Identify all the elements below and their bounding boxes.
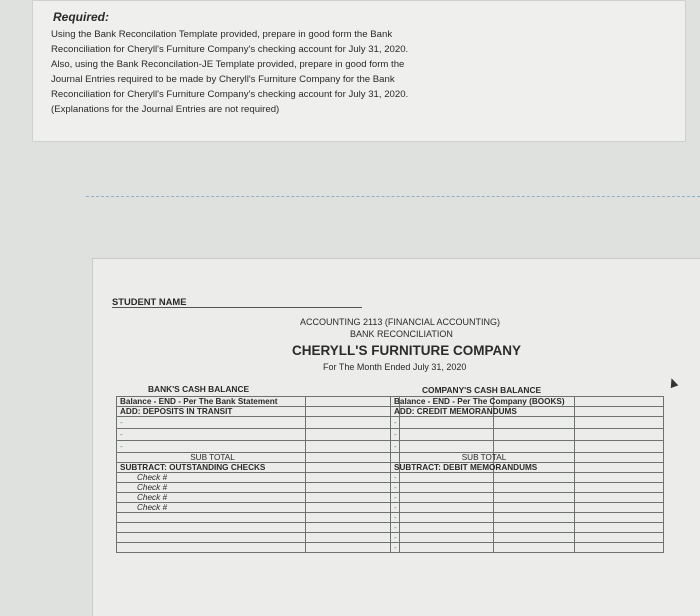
check-number-label: Check # — [117, 483, 306, 493]
bank-subtract-label: SUBTRACT: OUTSTANDING CHECKS — [117, 463, 306, 473]
document-title: BANK RECONCILIATION — [350, 329, 453, 339]
company-amount-cell[interactable] — [575, 473, 664, 483]
company-amount-cell[interactable] — [575, 513, 664, 523]
company-subtotal-label: SUB TOTAL — [391, 453, 575, 463]
debit-memo-cell[interactable]: - — [391, 473, 575, 483]
company-add-label: ADD: CREDIT MEMORANDUMS — [391, 407, 575, 417]
company-amount-cell[interactable] — [575, 441, 664, 453]
credit-memo-cell[interactable]: - — [391, 417, 575, 429]
check-amount-cell[interactable] — [306, 513, 400, 523]
bank-amount-cell[interactable] — [306, 429, 400, 441]
check-amount-cell[interactable] — [306, 483, 400, 493]
bank-amount-cell[interactable] — [306, 463, 400, 473]
check-number-label: Check # — [117, 503, 306, 513]
company-side-grid — [390, 396, 664, 553]
check-amount-cell[interactable] — [306, 503, 400, 513]
company-amount-cell[interactable] — [575, 523, 664, 533]
debit-memo-cell[interactable]: - — [391, 503, 575, 513]
bank-amount-cell[interactable] — [306, 397, 400, 407]
debit-memo-cell[interactable]: - — [391, 533, 575, 543]
company-amount-cell[interactable] — [575, 533, 664, 543]
check-amount-cell[interactable] — [306, 493, 400, 503]
course-title: ACCOUNTING 2113 (FINANCIAL ACCOUNTING) — [300, 317, 501, 327]
instruction-line: Also, using the Bank Reconcilation-JE Template provided, prepare in good form the — [51, 59, 405, 70]
company-amount-cell[interactable] — [575, 503, 664, 513]
debit-memo-cell[interactable]: - — [391, 483, 575, 493]
bank-blank-cell[interactable] — [117, 543, 306, 553]
company-amount-cell[interactable] — [575, 463, 664, 473]
company-amount-cell[interactable] — [575, 483, 664, 493]
bank-blank-cell[interactable] — [117, 533, 306, 543]
bank-amount-cell[interactable] — [306, 441, 400, 453]
bank-balance-label: Balance - END - Per The Bank Statement — [117, 397, 306, 407]
check-amount-cell[interactable] — [306, 473, 400, 483]
company-subtract-label: SUBTRACT: DEBIT MEMORANDUMS — [391, 463, 575, 473]
debit-memo-cell[interactable]: - — [391, 493, 575, 503]
required-heading: Required: — [53, 10, 110, 24]
deposit-entry-cell[interactable]: - — [117, 441, 306, 453]
instruction-line: Journal Entries required to be made by Cheryll's Furniture Company for the Bank — [51, 74, 395, 85]
deposit-entry-cell[interactable]: - — [117, 429, 306, 441]
instruction-line: (Explanations for the Journal Entries are not required) — [51, 104, 280, 115]
company-amount-cell[interactable] — [575, 407, 664, 417]
company-amount-cell[interactable] — [575, 417, 664, 429]
bank-add-label: ADD: DEPOSITS IN TRANSIT — [117, 407, 306, 417]
bank-blank-cell[interactable] — [117, 513, 306, 523]
instruction-line: Reconciliation for Cheryll's Furniture Company's checking account for July 31, 2020. — [51, 44, 409, 55]
credit-memo-cell[interactable]: - — [391, 441, 575, 453]
company-amount-cell[interactable] — [575, 493, 664, 503]
instruction-line: Using the Bank Reconcilation Template provided, prepare in good form the Bank — [51, 29, 393, 40]
student-name-line[interactable] — [112, 307, 362, 308]
bank-heading: BANK'S CASH BALANCE — [148, 384, 250, 394]
bank-subtotal-label: SUB TOTAL — [117, 453, 306, 463]
required-instructions — [51, 27, 471, 117]
bank-blank-cell[interactable] — [117, 523, 306, 533]
period-label: For The Month Ended July 31, 2020 — [323, 362, 467, 372]
check-amount-cell[interactable] — [306, 533, 400, 543]
company-amount-cell[interactable] — [575, 543, 664, 553]
check-amount-cell[interactable] — [306, 523, 400, 533]
required-panel — [32, 0, 686, 142]
company-balance-label: Balance - END - Per The Company (BOOKS) — [391, 397, 575, 407]
check-amount-cell[interactable] — [306, 543, 400, 553]
dashed-divider — [86, 196, 700, 197]
instruction-line: Reconciliation for Cheryll's Furniture Company's checking account for July 31, 2020. — [51, 89, 409, 100]
company-heading: COMPANY'S CASH BALANCE — [422, 385, 542, 395]
check-number-label: Check # — [117, 473, 306, 483]
company-name: CHERYLL'S FURNITURE COMPANY — [292, 343, 521, 358]
company-amount-cell[interactable] — [575, 397, 664, 407]
debit-memo-cell[interactable]: - — [391, 513, 575, 523]
student-name-label: STUDENT NAME — [112, 296, 187, 307]
bank-amount-cell[interactable] — [306, 453, 400, 463]
check-number-label: Check # — [117, 493, 306, 503]
deposit-entry-cell[interactable]: - — [117, 417, 306, 429]
bank-amount-cell[interactable] — [306, 417, 400, 429]
debit-memo-cell[interactable]: - — [391, 523, 575, 533]
bank-amount-cell[interactable] — [306, 407, 400, 417]
credit-memo-cell[interactable]: - — [391, 429, 575, 441]
company-amount-cell[interactable] — [575, 429, 664, 441]
debit-memo-cell[interactable]: - — [391, 543, 575, 553]
company-subtotal-cell[interactable] — [575, 453, 664, 463]
